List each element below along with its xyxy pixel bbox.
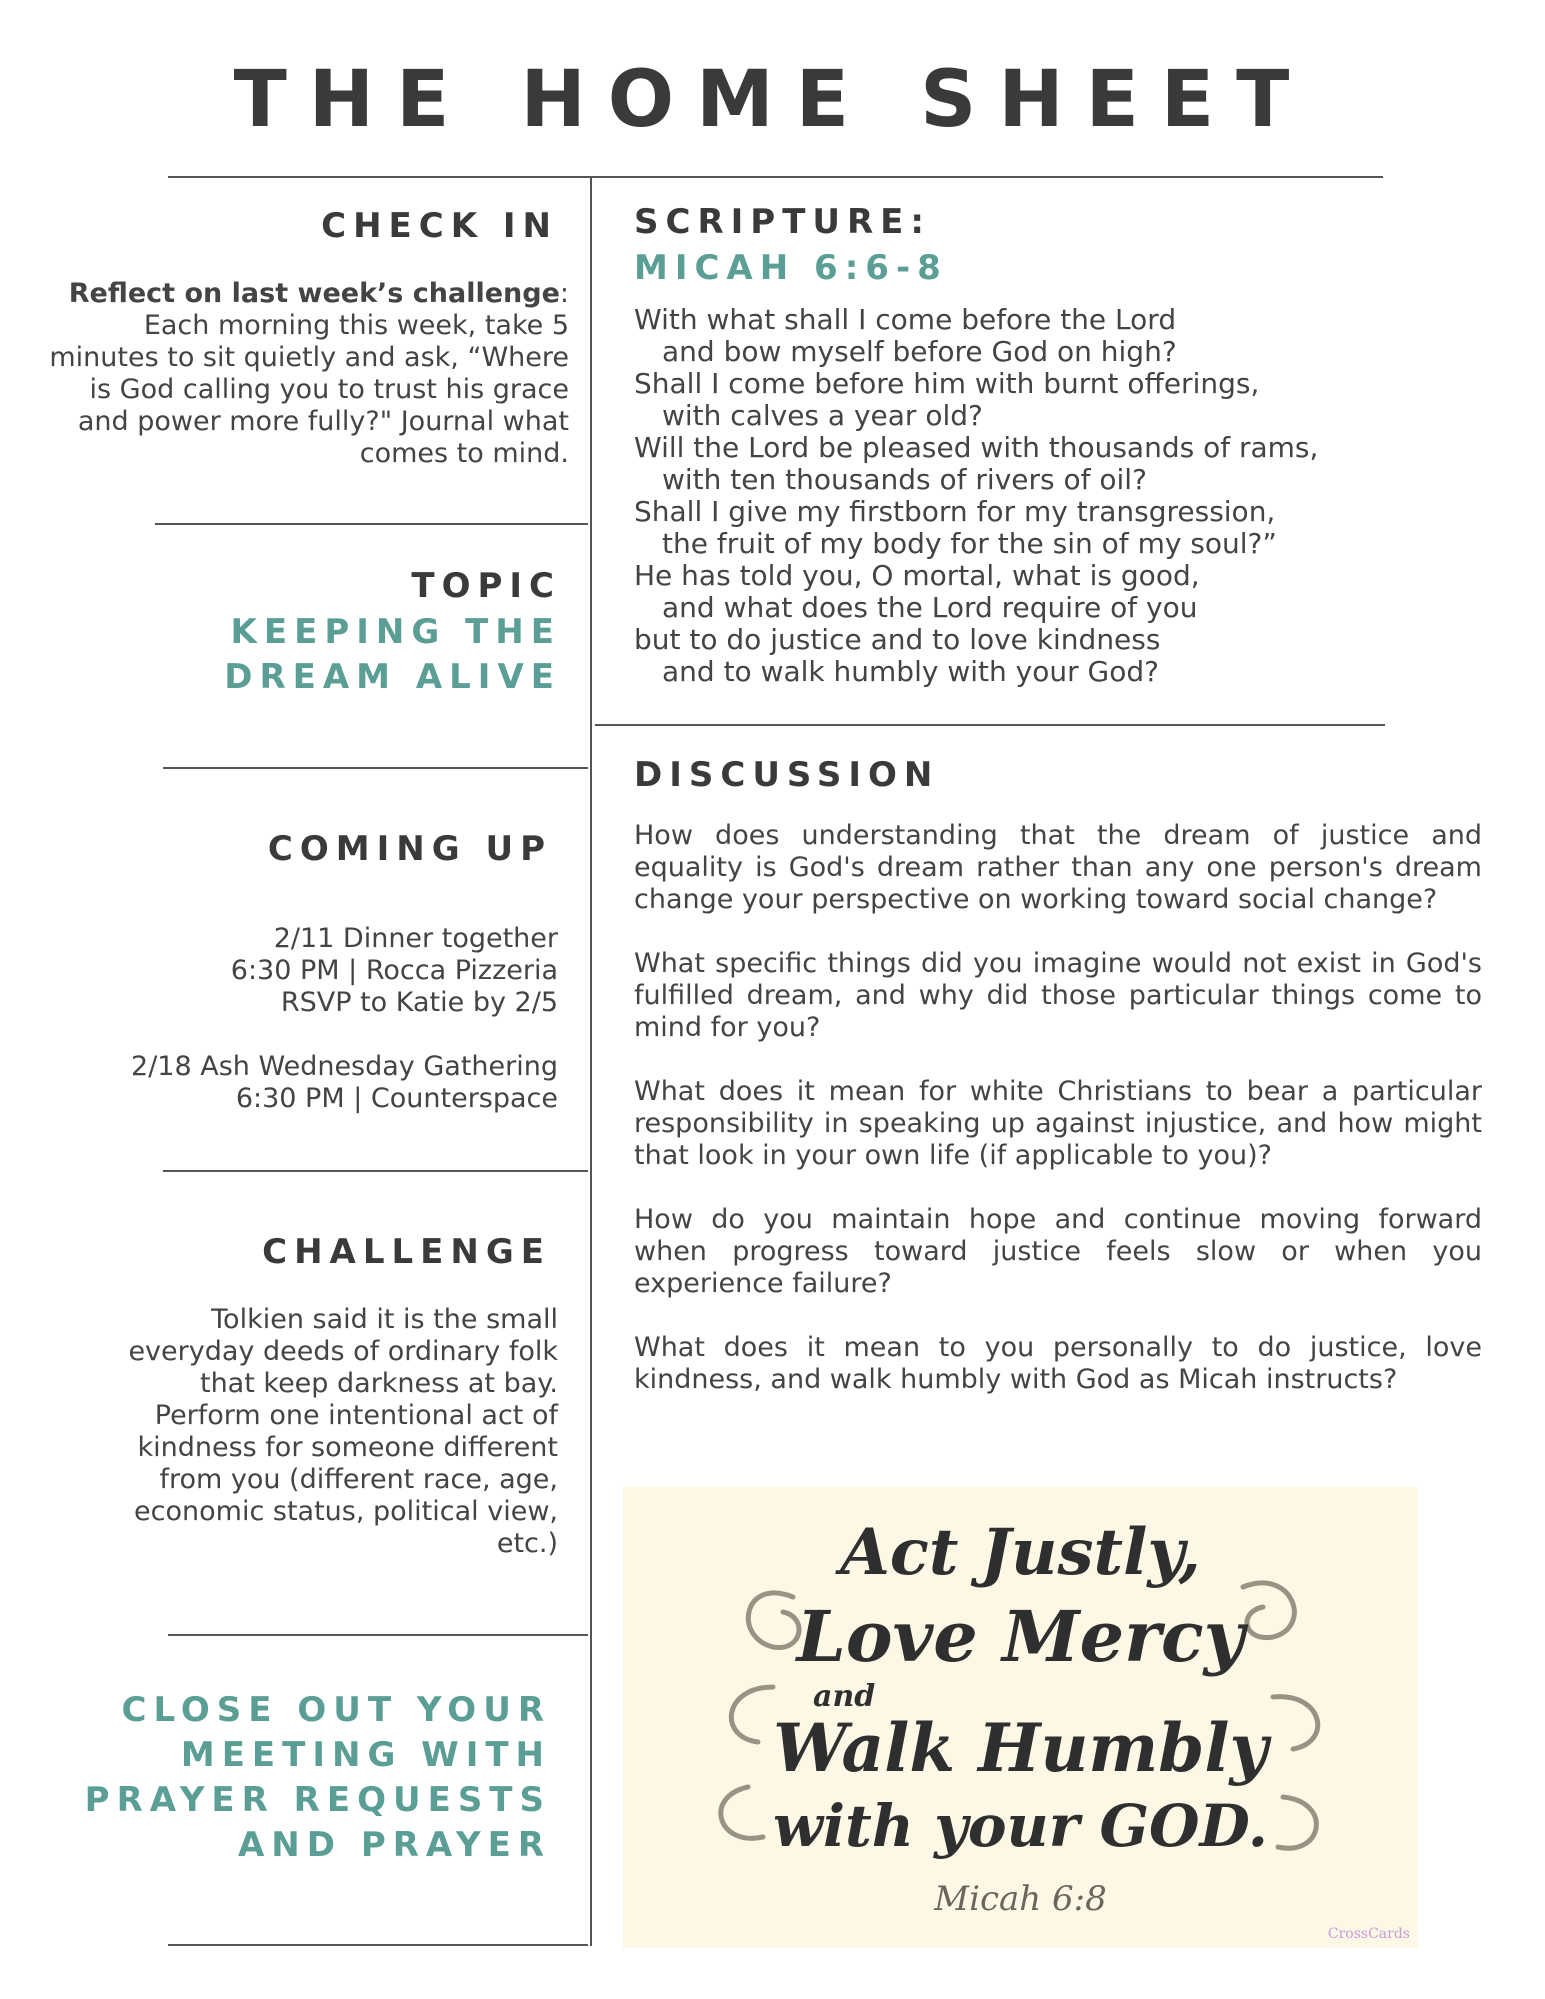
close-out-line: PRAYER REQUESTS [84,1780,551,1820]
scripture-heading: SCRIPTURE: [634,202,931,242]
column-divider [590,178,592,1946]
event-1-line: 6:30 PM | Rocca Pizzeria [230,955,558,986]
topic-line-2: DREAM ALIVE [224,657,561,697]
check-in-text [49,278,569,470]
micah-artwork [623,1487,1418,1948]
divider-checkin-topic [155,523,588,525]
scripture-line: but to do justice and to love kindness [634,623,1161,656]
topic-line-1: KEEPING THE [230,612,561,652]
artwork-credit: CrossCards [1327,1926,1410,1942]
scripture-line: Shall I give my firstborn for my transgression, [634,495,1276,528]
scripture-line: With what shall I come before the Lord [634,303,1177,336]
artwork-line-4: Walk Humbly [773,1709,1268,1787]
artwork-line-5: with your GOD. [773,1792,1268,1860]
close-out-text [85,1688,551,1868]
event-1-line: RSVP to Katie by 2/5 [280,987,558,1018]
divider-scripture-discussion [595,724,1385,726]
scripture-line: He has told you, O mortal, what is good, [634,559,1200,592]
artwork-line-1: Act Justly, [840,1515,1201,1590]
coming-up-heading: COMING UP [267,829,552,869]
scripture-line: and what does the Lord require of you [662,591,1198,624]
scripture-line: Shall I come before him with burnt offerings, [634,367,1260,400]
check-in-body: : Each morning this week, take 5 minutes to sit quietly and ask, “Where is God calling you to trust his grace and power more fully?" Journal what comes to mind. [49,278,569,469]
close-out-line: CLOSE OUT YOUR [121,1690,551,1730]
scripture-line: with ten thousands of rivers of oil? [662,463,1147,496]
discussion-question: How does understanding that the dream of justice and equality is God's dream rather than any one person's dream change your perspective on working toward social change? [634,820,1482,915]
close-out-line: AND PRAYER [237,1825,551,1865]
artwork-line-3: and [813,1679,876,1714]
divider-comingup-challenge [163,1170,588,1172]
scripture-line: and bow myself before God on high? [662,335,1177,368]
topic-heading: TOPIC [411,566,561,606]
challenge-heading: CHALLENGE [262,1232,551,1272]
challenge-text: Tolkien said it is the small everyday deeds of ordinary folk that keep darkness at bay. Perform one intentional act of kindness for someone different from you (different race, age, economic status, political view, etc.) [128,1304,558,1559]
scripture-reference: MICAH 6:6-8 [634,248,948,288]
close-out-line: MEETING WITH [180,1735,551,1775]
check-in-heading: CHECK IN [321,206,558,246]
scripture-passage [634,304,1318,688]
scripture-line: with calves a year old? [662,399,983,432]
scripture-line: and to walk humbly with your God? [662,655,1159,688]
discussion-question: How do you maintain hope and continue moving forward when progress toward justice feels slow or when you experience failure? [634,1204,1482,1299]
event-2-line: 2/18 Ash Wednesday Gathering [131,1051,558,1082]
discussion-heading: DISCUSSION [634,755,940,795]
event-1-line: 2/11 Dinner together [273,923,558,954]
page-title: THE HOME SHEET [233,55,1312,145]
coming-up-event-1 [231,923,558,1019]
scripture-line: the fruit of my body for the sin of my soul?” [662,527,1277,560]
scripture-line: Will the Lord be pleased with thousands of rams, [634,431,1319,464]
artwork-line-2: Love Mercy [796,1595,1245,1678]
divider-challenge-closeout [168,1634,588,1636]
coming-up-event-2 [131,1051,558,1115]
divider-topic-comingup [163,767,588,769]
discussion-question: What does it mean to you personally to do justice, love kindness, and walk humbly with God as Micah instructs? [634,1332,1482,1395]
top-divider [168,176,1383,178]
discussion-question: What does it mean for white Christians to bear a particular responsibility in speaking up against injustice, and how might that look in your own life (if applicable to you)? [634,1076,1482,1171]
discussion-question: What specific things did you imagine would not exist in God's fulfilled dream, and why did those particular things come to mind for you? [634,948,1482,1043]
event-2-line: 6:30 PM | Counterspace [235,1083,558,1114]
discussion-questions [634,820,1482,1428]
check-in-lead: Reflect on last week’s challenge [68,278,560,309]
artwork-reference: Micah 6:8 [934,1879,1107,1919]
bottom-left-divider [168,1944,588,1946]
